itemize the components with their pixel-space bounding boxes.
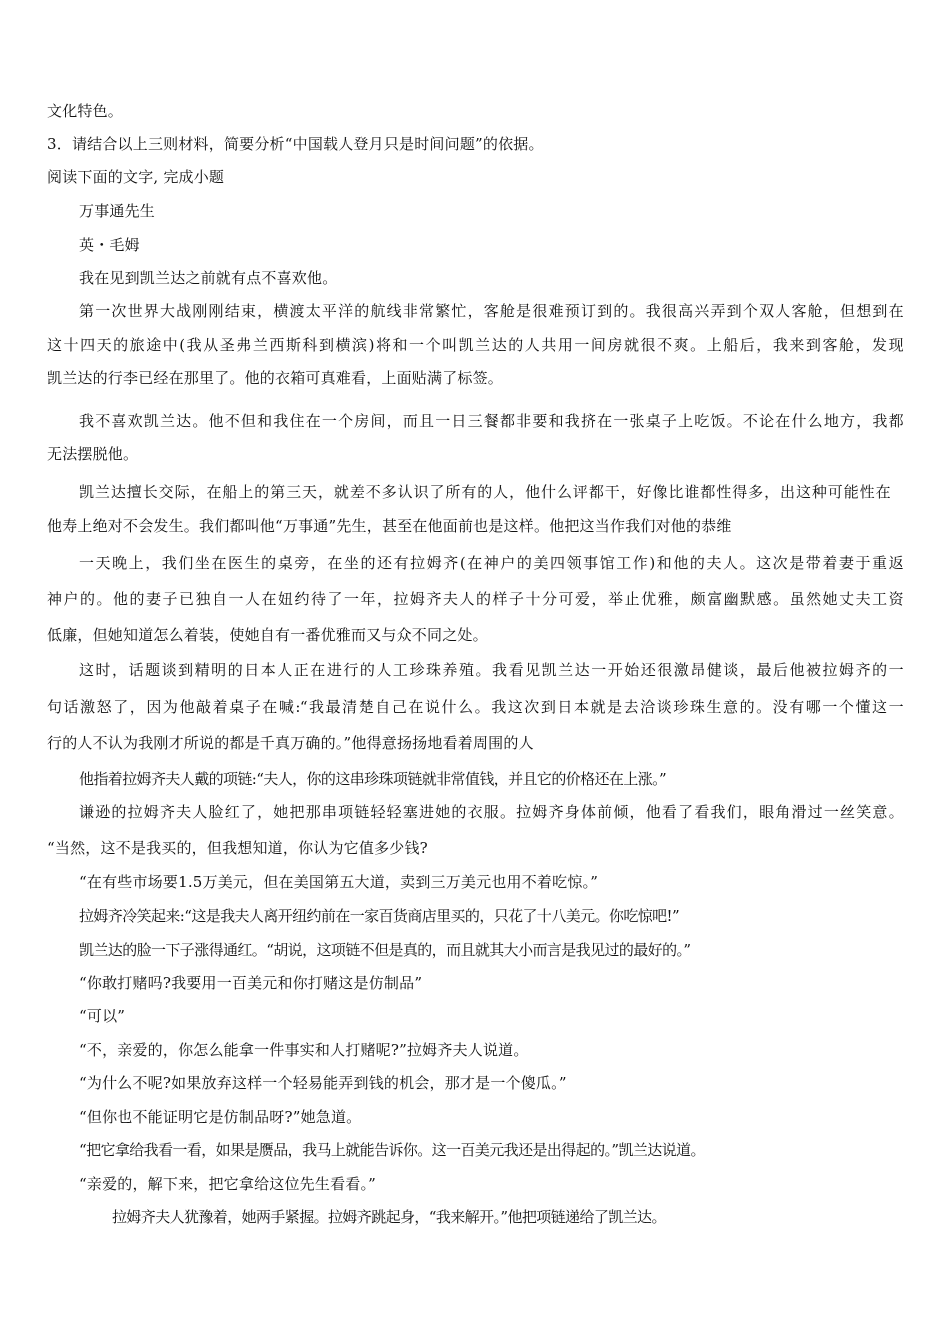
paragraph-line: 他指着拉姆齐夫人戴的项链:“夫人，你的这串珍珠项链就非常值钱，并且它的价格还在上涨。” <box>79 770 667 788</box>
dialogue-line: 凯兰达的脸一下子涨得通红。“胡说，这项链不但是真的，而且就其大小而言是我见过的最好的。” <box>79 941 691 959</box>
paragraph-line: 句话激怒了，因为他敲着桌子在喊:“我最清楚自己在说什么。我这次到日本就是去洽谈珍珠生意的。没有哪一个懂这一 <box>47 698 903 716</box>
dialogue-line: “但你也不能证明它是仿制品呀?”她急道。 <box>79 1108 362 1126</box>
reading-instruction: 阅读下面的文字, 完成小题 <box>47 168 225 186</box>
paragraph-line: 低廉，但她知道怎么着装，使她自有一番优雅而又与众不同之处。 <box>47 626 488 644</box>
paragraph-line: 凯兰达的行李已经在那里了。他的衣箱可真难看，上面贴满了标签。 <box>47 369 504 387</box>
dialogue-line: “不，亲爱的，你怎么能拿一件事实和人打赌呢?”拉姆齐夫人说道。 <box>79 1041 529 1059</box>
dialogue-line: “当然，这不是我买的，但我想知道，你认为它值多少钱? <box>47 839 428 857</box>
story-title: 万事通先生 <box>79 202 156 220</box>
paragraph-line: 我不喜欢凯兰达。他不但和我住在一个房间，而且一日三餐都非要和我挤在一张桌子上吃饭。不论在什么地方，我都 <box>79 412 903 430</box>
paragraph-line: 神户的。他的妻子已独自一人在妞约待了一年，拉姆齐夫人的样子十分可爱，举止优雅，颇富幽默感。虽然她丈夫工资 <box>47 590 903 608</box>
paragraph-line: 无法摆脱他。 <box>47 445 139 463</box>
dialogue-line: “可以” <box>79 1007 126 1025</box>
text-line-1: 文化特色。 <box>47 102 124 120</box>
paragraph-line: 我在见到凯兰达之前就有点不喜欢他。 <box>79 269 338 287</box>
paragraph-line: 一天晚上，我们坐在医生的桌旁，在坐的还有拉姆齐(在神户的美四领事馆工作)和他的夫人。这次是带着妻于重返 <box>79 554 903 572</box>
paragraph-line: 谦逊的拉姆齐夫人脸红了，她把那串项链轻轻塞进她的衣服。拉姆齐身体前倾，他看了看我们，眼角滑过一丝笑意。 <box>79 803 903 821</box>
paragraph-line: 凯兰达擅长交际，在船上的第三天，就差不多认识了所有的人，他什么评都干，好像比谁都性得多，出这种可能性在 <box>79 483 890 501</box>
paragraph-line: 这时，话题谈到精明的日本人正在进行的人工珍珠养殖。我看见凯兰达一开始还很激昂健谈，最后他被拉姆齐的一 <box>79 661 903 679</box>
dialogue-line: “亲爱的，解下来，把它拿给这位先生看看。” <box>79 1175 377 1193</box>
paragraph-line: 拉姆齐夫人犹豫着，她两手紧握。拉姆齐跳起身，“我来解开。”他把项链递给了凯兰达。 <box>112 1208 666 1226</box>
paragraph-line: 行的人不认为我刚才所说的都是千真万确的。”他得意扬扬地看着周围的人 <box>47 734 534 752</box>
paragraph-line: 他寿上绝对不会发生。我们都叫他“万事通”先生，甚至在他面前也是这样。他把这当作我们对他的恭维 <box>47 517 732 535</box>
question-3: 3．请结合以上三则材料，简要分析“中国载人登月只是时间问题”的依据。 <box>47 135 544 153</box>
paragraph-line: 第一次世界大战刚刚结束，横渡太平洋的航线非常繁忙，客舱是很难预订到的。我很高兴弄到个双人客舱，但想到在 <box>79 302 903 320</box>
dialogue-line: “把它拿给我看一看，如果是赝品，我马上就能告诉你。这一百美元我还是出得起的。”凯兰达说道。 <box>79 1141 705 1159</box>
dialogue-line: “在有些市场要1.5万美元，但在美国第五大道，卖到三万美元也用不着吃惊。” <box>79 873 599 891</box>
story-author: 英・毛姆 <box>79 236 140 254</box>
paragraph-line: 这十四天的旅途中(我从圣弗兰西斯科到横滨)将和一个叫凯兰达的人共用一间房就很不爽。上船后，我来到客舱，发现 <box>47 336 903 354</box>
dialogue-line: “你敢打赌吗?我要用一百美元和你打赌这是仿制品” <box>79 974 423 992</box>
dialogue-line: “为什么不呢?如果放弃这样一个轻易能弄到钱的机会，那才是一个傻瓜。” <box>79 1074 567 1092</box>
dialogue-line: 拉姆齐冷笑起来:“这是我夫人离开纽约前在一家百货商店里买的，只花了十八美元。你吃惊吧!” <box>79 907 680 925</box>
